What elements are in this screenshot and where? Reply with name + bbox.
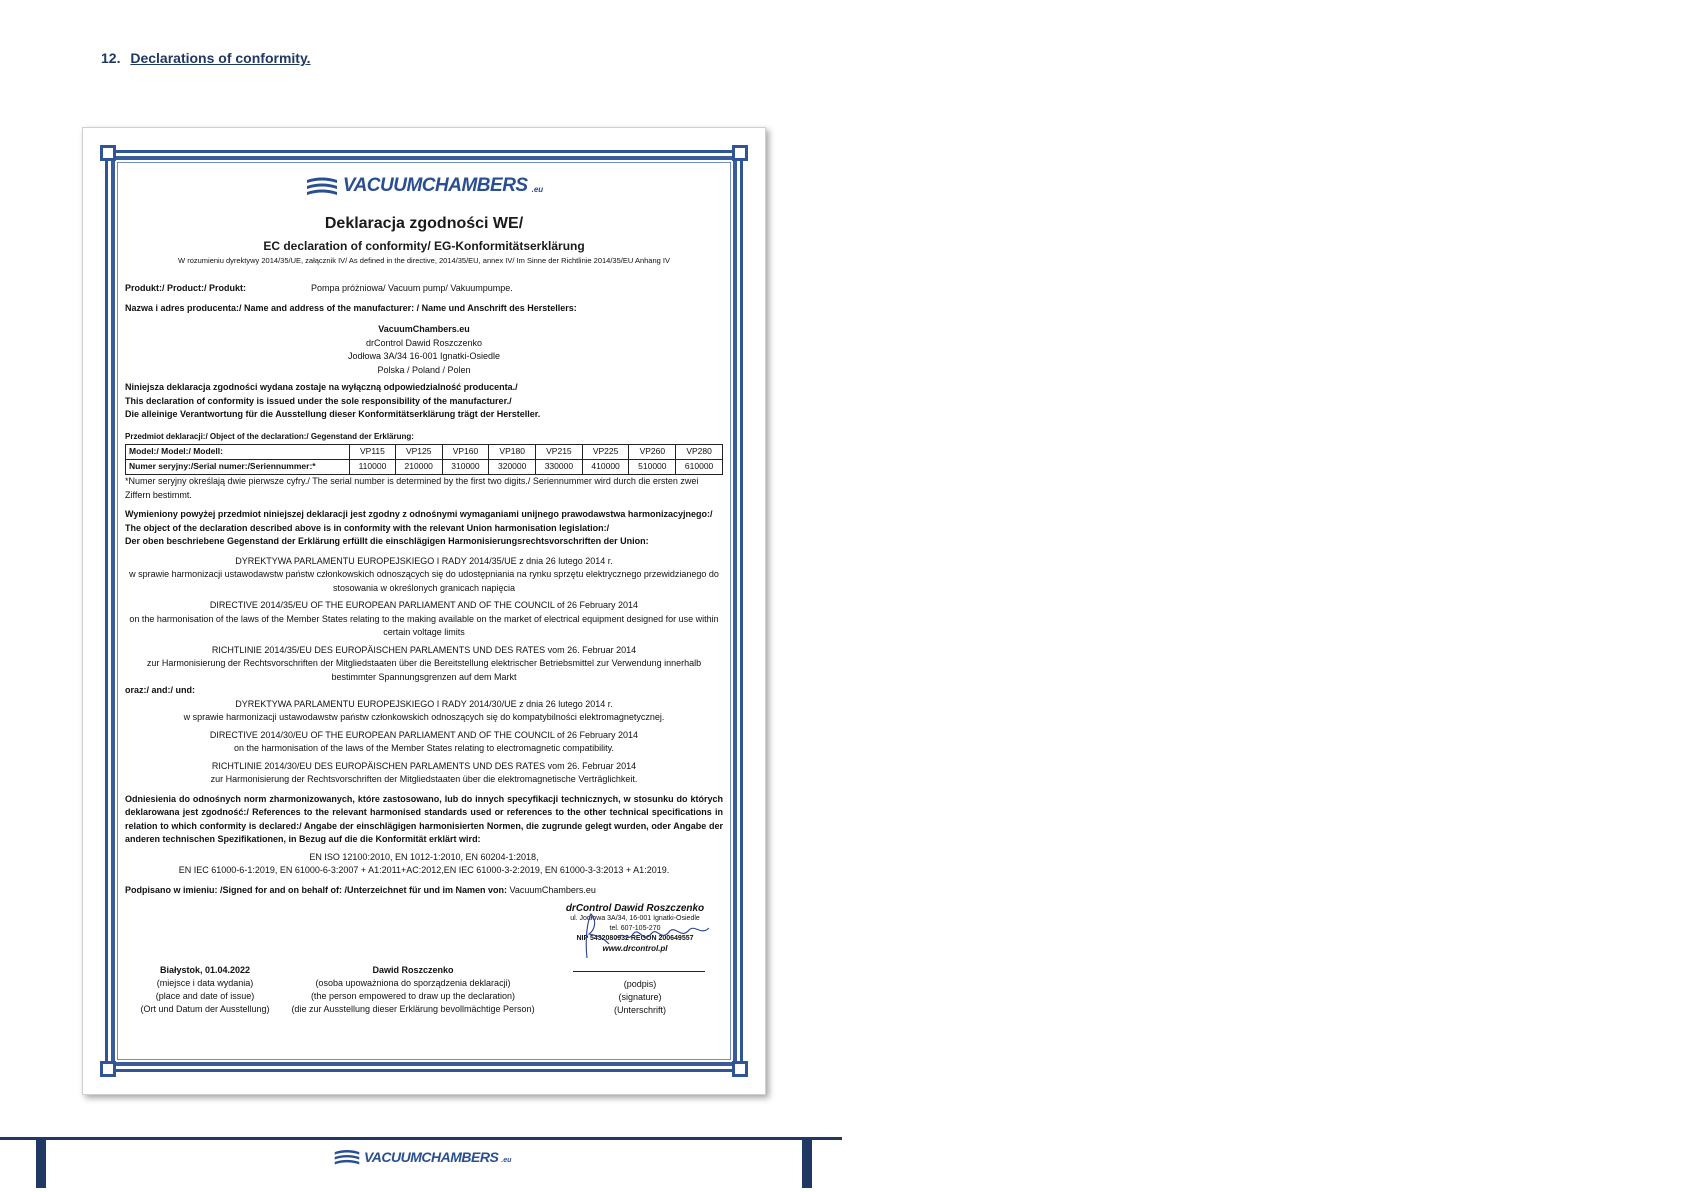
- standards-line-2: EN IEC 61000-6-1:2019, EN 61000-6-3:2007 + A1:2011+AC:2012,EN IEC 61000-3-2:2019, EN 61000-3-3:2013 + A1:2019.: [178, 865, 670, 875]
- signer-de: (die zur Ausstellung dieser Erklärung bevollmächtige Person): [291, 1004, 535, 1014]
- logo-wave-icon: [333, 1148, 361, 1166]
- product-label: Produkt:/ Product:/ Produkt:: [125, 283, 246, 293]
- place-date-pl: (miejsce i data wydania): [156, 978, 254, 988]
- manufacturer-block: [125, 323, 723, 377]
- serial-cell: 330000: [536, 460, 583, 475]
- frame-corner: [732, 1061, 748, 1077]
- model-cell: VP160: [442, 445, 489, 460]
- responsibility-pl: Niniejsza deklaracja zgodności wydana zostaje na wyłączną odpowiedzialność producenta./: [125, 382, 518, 392]
- model-cell: VP225: [582, 445, 629, 460]
- footer-logo-tld: .eu: [501, 1156, 512, 1164]
- responsibility-de: Die alleinige Verantwortung für die Ausstellung dieser Konformitätserklärung trägt der Hersteller.: [125, 409, 541, 419]
- model-table: [125, 444, 723, 475]
- signed-label: Podpisano w imieniu: /Signed for and on behalf of: /Unterzeichnet für und im Namen von:: [125, 884, 508, 895]
- signer-en: (the person empowered to draw up the declaration): [310, 991, 516, 1001]
- directive-note: W rozumieniu dyrektywy 2014/35/UE, załącznik IV/ As defined in the directive, 2014/35/EU, annex IV/ Im Sinne der Richtlinie 2014/35/EU Anhang IV: [178, 256, 670, 265]
- signed-value: VacuumChambers.eu: [509, 884, 596, 895]
- place-date-block: [125, 964, 285, 1016]
- footer-bar-right: [802, 1140, 812, 1188]
- section-title: Declarations of conformity.: [130, 50, 311, 66]
- footer-bar-left: [36, 1140, 46, 1188]
- lvd-en-body: on the harmonisation of the laws of the Member States relating to the making available on the market of electrical equipment designed for use within certain voltage limits: [129, 613, 719, 637]
- manufacturer-label: Nazwa i adres producenta:/ Name and address of the manufacturer: / Name und Anschrift des Herstellers:: [125, 302, 577, 313]
- manufacturer-name: VacuumChambers.eu: [378, 324, 470, 334]
- lvd-de-title: RICHTLINIE 2014/35/EU DES EUROPÄISCHEN PARLAMENTS UND DES RATES vom 26. Februar 2014: [211, 644, 637, 655]
- model-row-label: Model:/ Model:/ Modell:: [126, 445, 350, 460]
- standards-list: [125, 851, 723, 878]
- stamp-web: www.drcontrol.pl: [602, 944, 668, 953]
- footer-rule: [0, 1137, 842, 1140]
- frame-corner: [100, 145, 116, 161]
- emc-pl-title: DYREKTYWA PARLAMENTU EUROPEJSKIEGO I RADY 2014/30/UE z dnia 26 lutego 2014 r.: [235, 698, 613, 709]
- standards-intro: Odniesienia do odnośnych norm zharmonizowanych, które zastosowano, lub do innych specyfikacji technicznych, w stosunku do których deklarowana jest zgodność:/ References to the relevant harmonised standards used or references to the other technical specifications in relation to which conformity is declared:/ Angabe der einschlägigen harmonisierten Normen, die zugrunde gelegt wurden, oder Angabe der anderen technischen Spezifikationen, in Bezug auf die die Konformität erklärt wird:: [125, 793, 723, 844]
- lvd-directive-en: [125, 599, 723, 640]
- signature-caption-block: [565, 978, 715, 1017]
- stamp-address: ul. Jodłowa 3A/34, 16-001 Ignatki-Osiedle: [570, 915, 700, 922]
- serial-row-label: Numer seryjny:/Serial numer:/Seriennummer:*: [126, 460, 350, 475]
- emc-directive-en: [125, 729, 723, 756]
- certificate-content: [125, 168, 723, 1054]
- model-cell: VP125: [395, 445, 442, 460]
- vacuumchambers-logo: [125, 168, 723, 204]
- responsibility-statement: [125, 381, 723, 422]
- emc-en-title: DIRECTIVE 2014/30/EU OF THE EUROPEAN PARLIAMENT AND OF THE COUNCIL of 26 February 2014: [209, 729, 639, 740]
- conformity-en: The object of the declaration described above is in conformity with the relevant Union harmonisation legislation:/: [125, 522, 610, 533]
- manufacturer-address: Jodłowa 3A/34 16-001 Ignatki-Osiedle: [347, 351, 501, 361]
- conformity-pl: Wymieniony powyżej przedmiot niniejszej deklaracji jest zgodny z odnośnymi wymaganiami unijnego prawodawstwa harmonizacyjnego:/: [125, 509, 713, 519]
- responsibility-en: This declaration of conformity is issued under the sole responsibility of the manufacturer./: [125, 395, 512, 406]
- frame-corner: [100, 1061, 116, 1077]
- footer-logo: [333, 1148, 511, 1166]
- emc-directive-de: [125, 760, 723, 787]
- model-cell: VP280: [676, 445, 723, 460]
- model-cell: VP115: [350, 445, 396, 460]
- footer-logo-wordmark: VACUUMCHAMBERS: [364, 1149, 499, 1165]
- section-number: 12.: [101, 50, 121, 66]
- declaration-certificate: [82, 127, 766, 1095]
- serial-cell: 410000: [582, 460, 629, 475]
- serial-cell: 310000: [442, 460, 489, 475]
- stamp-name: drControl Dawid Roszczenko: [565, 903, 705, 914]
- lvd-en-title: DIRECTIVE 2014/35/EU OF THE EUROPEAN PARLIAMENT AND OF THE COUNCIL of 26 February 2014: [209, 600, 639, 610]
- emc-de-title: RICHTLINIE 2014/30/EU DES EUROPÄISCHEN PARLAMENTS UND DES RATES vom 26. Februar 2014: [211, 760, 637, 771]
- declaration-subtitle: EC declaration of conformity/ EG-Konformitätserklärung: [263, 239, 585, 253]
- logo-tld: .eu: [531, 185, 544, 195]
- company-stamp: [555, 904, 715, 954]
- lvd-de-body: zur Harmonisierung der Rechtsvorschriften der Mitgliedstaaten über die Bereitstellung elektrischer Betriebsmittel zur Verwendung innerhalb bestimmter Spannungsgrenzen auf dem Markt: [146, 658, 702, 682]
- standards-line-1: EN ISO 12100:2010, EN 1012-1:2010, EN 60204-1:2018,: [309, 851, 539, 862]
- serial-cell: 320000: [489, 460, 536, 475]
- stamp-phone: tel. 607-105-270: [609, 925, 661, 932]
- place-date-value: Białystok, 01.04.2022: [159, 965, 251, 975]
- place-date-de: (Ort und Datum der Ausstellung): [140, 1004, 270, 1014]
- object-label: Przedmiot deklaracji:/ Object of the declaration:/ Gegenstand der Erklärung:: [125, 431, 414, 441]
- signature-caption-pl: (podpis): [623, 979, 657, 989]
- table-row: [126, 460, 723, 475]
- manufacturer-company: drControl Dawid Roszczenko: [365, 337, 483, 348]
- handwritten-signature: [565, 910, 715, 960]
- model-cell: VP215: [536, 445, 583, 460]
- declaration-title: Deklaracja zgodności WE/: [324, 215, 524, 232]
- serial-cell: 610000: [676, 460, 723, 475]
- serial-cell: 110000: [350, 460, 396, 475]
- emc-directive-pl: [125, 698, 723, 725]
- signed-on-behalf: [125, 884, 723, 898]
- frame-corner: [732, 145, 748, 161]
- lvd-pl-title: DYREKTYWA PARLAMENTU EUROPEJSKIEGO I RADY 2014/35/UE z dnia 26 lutego 2014 r.: [235, 555, 613, 566]
- serial-note: *Numer seryjny określają dwie pierwsze cyfry./ The serial number is determined by the first two digits./ Seriennummer wird durch die ersten zwei Ziffern bestimmt.: [125, 476, 699, 500]
- signature-line: [573, 971, 705, 972]
- serial-cell: 210000: [395, 460, 442, 475]
- manufacturer-country: Polska / Poland / Polen: [377, 364, 471, 375]
- product-row: [125, 282, 723, 296]
- model-cell: VP180: [489, 445, 536, 460]
- conformity-statement: [125, 508, 723, 549]
- logo-wordmark: VACUUMCHAMBERS: [342, 175, 528, 197]
- section-heading: [101, 50, 311, 66]
- product-value: Pompa próżniowa/ Vacuum pump/ Vakuumpumpe.: [311, 283, 513, 293]
- signature-caption-en: (signature): [618, 992, 662, 1002]
- signature-caption-de: (Unterschrift): [613, 1005, 666, 1015]
- signer-pl: (osoba upoważniona do sporządzenia deklaracji): [315, 978, 511, 988]
- and-label: oraz:/ and:/ und:: [125, 685, 195, 695]
- stamp-ids: NIP 5432080932 REGON 200649557: [576, 935, 694, 942]
- lvd-pl-body: w sprawie harmonizacji ustawodawstw państw członkowskich odnoszących się do udostępniania na rynku sprzętu elektrycznego przewidzianego do stosowania w określonych granicach napięcia: [129, 569, 719, 593]
- signature-area: [125, 904, 723, 1054]
- emc-pl-body: w sprawie harmonizacji ustawodawstw państw członkowskich odnoszących się do kompatybilności elektromagnetycznej.: [183, 712, 665, 722]
- serial-cell: 510000: [629, 460, 676, 475]
- model-cell: VP260: [629, 445, 676, 460]
- place-date-en: (place and date of issue): [155, 991, 255, 1001]
- logo-wave-icon: [305, 175, 339, 197]
- conformity-de: Der oben beschriebene Gegenstand der Erklärung erfüllt die einschlägigen Harmonisierungsrechtsvorschriften der Union:: [125, 536, 649, 546]
- emc-de-body: zur Harmonisierung der Rechtsvorschriften der Mitgliedstaaten über die elektromagnetische Verträglichkeit.: [210, 774, 638, 784]
- signer-block: [283, 964, 543, 1016]
- table-row: [126, 445, 723, 460]
- lvd-directive-de: [125, 644, 723, 685]
- emc-en-body: on the harmonisation of the laws of the Member States relating to electromagnetic compatibility.: [233, 743, 615, 753]
- signer-name: Dawid Roszczenko: [372, 965, 454, 975]
- lvd-directive-pl: [125, 555, 723, 596]
